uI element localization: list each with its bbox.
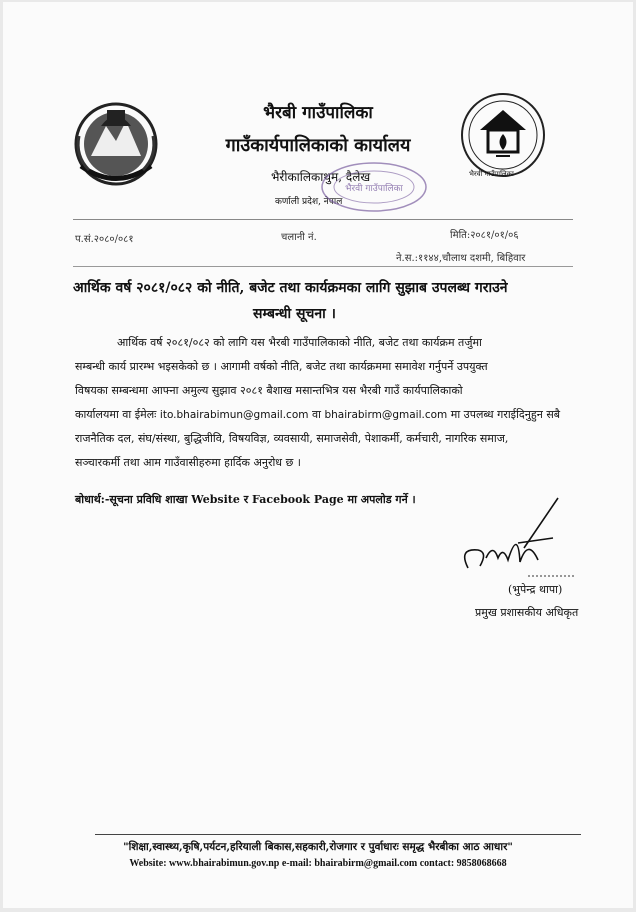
date-ns: ने.स.:११४४,चौलाथ दशमी, बिहिवार [396, 253, 526, 264]
email-link-1[interactable]: ito.bhairabimun@gmail.com [159, 409, 309, 421]
body-line: राजनैतिक दल, संघ/संस्था, बुद्धिजीवि, विषयविज्ञ, व्यवसायी, समाजसेवी, पेशाकर्मी, कर्मचारी, नागरिक समाज, [75, 432, 509, 445]
notice-body [75, 331, 581, 475]
body-text: कार्यालयमा वा ईमेलः [75, 408, 160, 421]
footer-slogan: "शिक्षा,स्वास्थ्य,कृषि,पर्यटन,हरियाली बिकास,सहकारी,रोजगार र पुर्वाधारः समृद्ध भैरबीका आठ आधार" [123, 841, 513, 853]
letter-number: प.सं.२०८०/०८१ [75, 234, 134, 245]
body-line: सम्बन्धी कार्य प्रारम्भ भइसकेको छ । आगामी वर्षको नीति, बजेट तथा कार्यक्रममा समावेश गर्नुपर्ने उपयुक्त [75, 360, 488, 373]
email-link-2[interactable]: bhairabirm@gmail.com [324, 409, 448, 421]
stamp-text: भैरवी गाउँपालिका [345, 184, 403, 194]
logo-caption: भैरवी गाउँपालिका [469, 170, 514, 178]
cc-note: बोधार्थ:-सूचना प्रविधि शाखा Website र Facebook Page मा अपलोड गर्ने । [75, 493, 416, 506]
office-province: कर्णाली प्रदेश, नेपाल [275, 197, 343, 207]
date-bs: मिति:२०८१/०१/०६ [450, 230, 519, 241]
office-stamp [318, 160, 430, 214]
dispatch-number: चलानी नं. [281, 232, 317, 243]
body-text: वा [308, 408, 325, 421]
ref-rule [73, 266, 573, 267]
signature [458, 488, 578, 588]
subject-line-2: सम्बन्धी सूचना । [253, 306, 336, 322]
signatory-name: (भुपेन्द्र थापा) [508, 583, 563, 596]
body-text: मा उपलब्ध गराईदिनुहुन सबै [447, 408, 561, 421]
body-line: आर्थिक वर्ष २०८१/०८२ को लागि यस भैरबी गाउँपालिकाको नीति, बजेट तथा कार्यक्रम तर्जुमा [117, 336, 482, 349]
body-line-email [75, 403, 581, 427]
notice-page [3, 2, 633, 908]
footer-contact: Website: www.bhairabimun.gov.np e-mail: bhairabirm@gmail.com contact: 9858068668 [129, 858, 507, 869]
municipality-name: भैरबी गाउँपालिका [263, 103, 373, 123]
office-place: भैरीकालिकाथुम, दैलेख [271, 170, 371, 184]
signatory-designation: प्रमुख प्रशासकीय अधिकृत [475, 606, 579, 619]
footer-rule [95, 834, 581, 835]
body-line: सञ्चारकर्मी तथा आम गाउँवासीहरुमा हार्दिक अनुरोध छ । [75, 456, 301, 469]
header-rule [73, 219, 573, 220]
body-line: विषयका सम्बन्धमा आफ्ना अमुल्य सुझाव २०८१ बैशाख मसान्तभित्र यस भैरबी गाउँ कार्यपालिकाको [75, 384, 463, 397]
office-name: गाउँकार्यपालिकाको कार्यालय [225, 135, 411, 156]
subject-line-1: आर्थिक वर्ष २०८१/०८२ को नीति, बजेट तथा कार्यक्रमका लागि सुझाब उपलब्ध गराउने [73, 280, 508, 296]
